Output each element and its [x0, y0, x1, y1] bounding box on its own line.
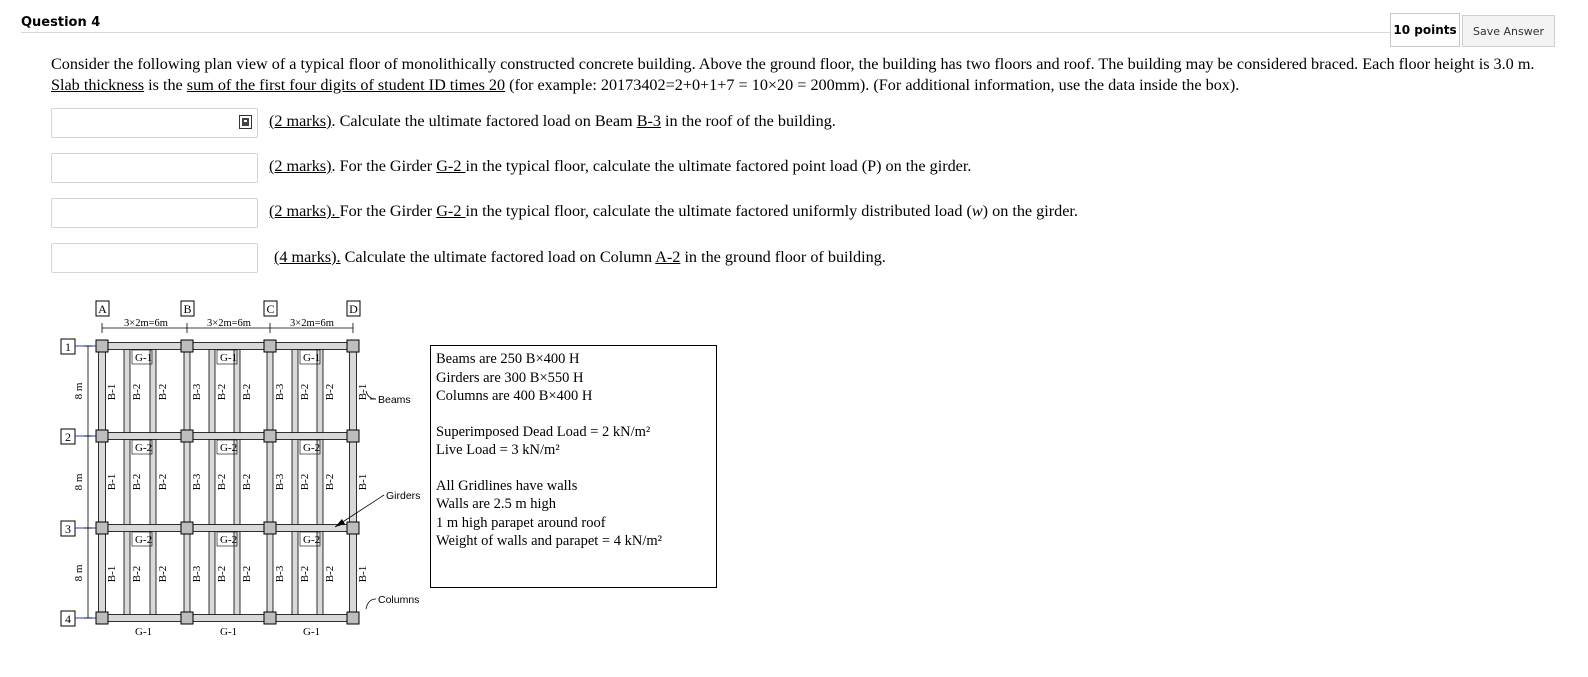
girder-label-bottom: G-1	[303, 626, 321, 638]
girder-line	[102, 343, 353, 350]
girder-label-mid: G-2	[220, 534, 238, 546]
column-A-4	[96, 612, 108, 624]
grid-label-2: 2	[65, 430, 71, 444]
header-divider	[21, 32, 1390, 33]
beam-label: B-2	[324, 565, 336, 583]
beam-label: B-1	[106, 565, 118, 583]
girder-label-mid: G-2	[135, 534, 153, 546]
girder-size: Girders are 300 B×550 H	[436, 369, 584, 386]
walls-height: Walls are 2.5 m high	[436, 496, 557, 512]
slab-thickness-link: Slab thickness	[51, 76, 145, 94]
beam-line	[350, 346, 357, 618]
dim-label-bay-3: 8 m	[73, 564, 85, 582]
beam-label: B-2	[216, 473, 228, 491]
length-dimension	[84, 346, 92, 618]
beam-label: B-3	[191, 473, 203, 491]
column-D-4	[347, 612, 359, 624]
column-B-3	[181, 522, 193, 534]
beam-label: B-1	[106, 473, 118, 491]
beam-line	[150, 346, 156, 618]
grid-label-A: A	[98, 302, 107, 316]
beam-line	[124, 346, 130, 618]
beam-label: B-2	[131, 383, 143, 401]
live-load: Live Load = 3 kN/m²	[436, 442, 560, 458]
question-title: Question 4	[21, 15, 101, 30]
grid-label-B: B	[183, 302, 192, 316]
question-intro: Consider the following plan view of a typical floor of monolithically constructed concrete building. Above the ground floor, the building has two floors and roof. The building may be considered braced. Each floor height is 3.0 m. Slab thickness is the sum of the first four digits of student ID times 20 (for example: 20173402=2+0+1+7 = 10×20 = 200mm). (For additional information, use the data inside the box).	[51, 55, 1535, 94]
girders-callout: Girders	[386, 490, 420, 502]
grid-label-C: C	[266, 302, 275, 316]
column-A-3	[96, 522, 108, 534]
beam-label: B-1	[357, 473, 369, 491]
beam-label: B-2	[324, 473, 336, 491]
question-part-4: (4 marks). Calculate the ultimate factored load on Column A-2 in the ground floor of building.	[274, 248, 886, 266]
beam-line	[234, 346, 240, 618]
column-A-2	[96, 430, 108, 442]
column-C-3	[264, 522, 276, 534]
dim-label-bay-2: 8 m	[73, 473, 85, 491]
beam-line	[99, 346, 106, 618]
beam-label: B-2	[241, 383, 253, 401]
beam-label: B-3	[274, 565, 286, 583]
answer-field-4[interactable]	[51, 243, 258, 273]
girder-label-mid: G-2	[220, 442, 238, 454]
beam-line	[292, 346, 298, 618]
beam-label: B-2	[299, 383, 311, 401]
girder-label-bottom: G-1	[135, 626, 153, 638]
dim-label-bc: 3×2m=6m	[207, 318, 251, 329]
column-C-1	[264, 340, 276, 352]
girder-label-mid: G-2	[303, 534, 321, 546]
columns-callout: Columns	[378, 594, 420, 606]
column-D-3	[347, 522, 359, 534]
beam-label: B-2	[131, 473, 143, 491]
column-B-1	[181, 340, 193, 352]
points-badge: 10 points	[1390, 13, 1460, 47]
beam-label: B-2	[299, 565, 311, 583]
girder-label-top: G-1	[220, 352, 238, 364]
beam-label: B-2	[216, 565, 228, 583]
beam-size: Beams are 250 B×400 H	[436, 351, 580, 367]
superimposed-dead-load: Superimposed Dead Load = 2 kN/m²	[436, 423, 651, 440]
girder-line	[102, 615, 353, 622]
beam-label: B-2	[299, 473, 311, 491]
dim-label-ab: 3×2m=6m	[124, 318, 168, 329]
column-C-4	[264, 612, 276, 624]
beam-line	[184, 346, 190, 618]
grid-label-3: 3	[65, 522, 71, 536]
beam-label: B-3	[274, 473, 286, 491]
column-D-1	[347, 340, 359, 352]
beam-line	[317, 346, 323, 618]
beam-label: B-2	[157, 383, 169, 401]
beam-label: B-2	[157, 565, 169, 583]
grid-label-4: 4	[65, 612, 71, 626]
column-size: Columns are 400 B×400 H	[436, 388, 593, 404]
wall-weight: Weight of walls and parapet = 4 kN/m²	[436, 533, 662, 549]
beam-line	[267, 346, 273, 618]
beam-label: B-2	[324, 383, 336, 401]
beam-label: B-1	[357, 383, 369, 401]
question-part-1: (2 marks). Calculate the ultimate factored load on Beam B-3 in the roof of the building.	[269, 112, 836, 130]
floor-plan-diagram	[50, 297, 420, 642]
answer-field-1[interactable]	[51, 108, 258, 138]
parapet-note: 1 m high parapet around roof	[436, 514, 606, 531]
girder-label-top: G-1	[135, 352, 153, 364]
beam-label: B-2	[241, 473, 253, 491]
column-D-2	[347, 430, 359, 442]
answer-field-3[interactable]	[51, 198, 258, 228]
column-B-2	[181, 430, 193, 442]
walls-note: All Gridlines have walls	[436, 477, 578, 494]
beam-label: B-2	[157, 473, 169, 491]
design-data-box	[430, 345, 717, 588]
beam-label: B-3	[274, 383, 286, 401]
beam-label: B-1	[357, 565, 369, 583]
save-answer-button[interactable]: Save Answer	[1462, 15, 1555, 47]
question-part-2: (2 marks). For the Girder G-2 in the typical floor, calculate the ultimate factored point load (P) on the girder.	[269, 157, 972, 175]
beam-label: B-3	[191, 383, 203, 401]
beams-callout: Beams	[378, 394, 411, 406]
girder-label-top: G-1	[303, 352, 321, 364]
sum-digits-link: sum of the first four digits of student ID times 20	[186, 76, 506, 94]
beam-line	[209, 346, 215, 618]
attachment-icon[interactable]	[239, 115, 252, 129]
beam-label: B-2	[241, 565, 253, 583]
girder-label-mid: G-2	[303, 442, 321, 454]
column-A-1	[96, 340, 108, 352]
column-grid-labels	[96, 301, 360, 316]
grid-label-1: 1	[65, 340, 71, 354]
dim-label-bay-1: 8 m	[73, 382, 85, 400]
dim-label-cd: 3×2m=6m	[290, 318, 334, 329]
girder-line	[102, 433, 353, 440]
girder-line	[102, 525, 353, 532]
answer-field-2[interactable]	[51, 153, 258, 183]
question-part-3: (2 marks). For the Girder G-2 in the typical floor, calculate the ultimate factored uniformly distributed load (w) on the girder.	[269, 202, 1078, 220]
grid-label-D: D	[349, 302, 358, 316]
column-C-2	[264, 430, 276, 442]
girder-label-mid: G-2	[135, 442, 153, 454]
column-B-4	[181, 612, 193, 624]
girder-label-bottom: G-1	[220, 626, 238, 638]
beam-label: B-2	[216, 383, 228, 401]
beam-label: B-1	[106, 383, 118, 401]
beam-label: B-3	[191, 565, 203, 583]
beam-label: B-2	[131, 565, 143, 583]
